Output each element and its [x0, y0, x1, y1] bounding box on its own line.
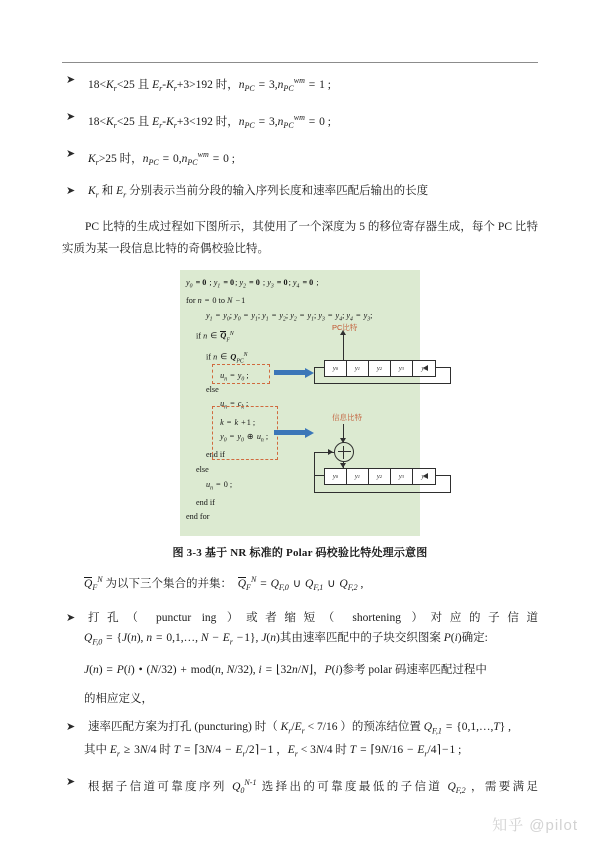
arrow-to-info-register — [274, 428, 314, 438]
list-item — [62, 719, 538, 739]
register-cell: y 2 — [369, 469, 391, 484]
register-cell: y 4 — [421, 472, 427, 480]
register-cell: y 3 — [391, 469, 413, 484]
bullet-5-formula-1: $Q_{F,0} = \{J(n)$, n = 0,1,…, $N - E_r -1$}, J(n)其由速率匹配中的子块交织图案 P(i)确定: — [84, 631, 488, 647]
header-rule — [62, 62, 538, 63]
bullet-5-formula-3: 的相应定义， — [84, 693, 153, 706]
xor-gate-icon — [334, 442, 354, 462]
bullet-arrow-icon: ➤ — [66, 148, 76, 161]
list-item — [62, 109, 538, 134]
list-item — [62, 146, 538, 171]
code-line: end if — [206, 450, 225, 460]
bullet-text-2: $18<K_r<25$ 且 $E_r-K_r+3<192$ 时，$n_{PC} = 3,n_{PC}^{wm} = 0$ ; — [88, 113, 331, 131]
bullet-6-formula: 其中 $E_r \ge 3N/4$ 时 T = ⌈3N/4 − $E_r/2⌉-1$ ，$E_r < 3N/4$ 时 T = ⌈9N/16 − $E_r/4⌉-1$ ; — [84, 744, 462, 759]
body-paragraph: PC 比特的生成过程如下图所示，其使用了一个深度为 5 的移位寄存器生成，每个 PC 比特实质为某一段信息比特的奇偶校验比特。 — [62, 220, 538, 255]
code-line: $y_1 = y_0$; $y_0 = y_1$; $y_1 = y_2$; $y_2 = y_1$; $y_3 = y_4$; $y_4 = y_3$; — [206, 310, 373, 323]
bullet-arrow-icon: ➤ — [66, 611, 76, 624]
bullet-arrow-icon: ➤ — [66, 721, 76, 734]
code-line: else — [206, 384, 219, 394]
register-cell: y 0 — [325, 469, 347, 484]
arrowhead-pc-feedback-icon — [423, 365, 428, 371]
register-cell: y 4 — [421, 364, 427, 372]
code-line: $u_n = 0$ ; — [206, 479, 233, 492]
code-line: if n ∈ $Q_{PC}^N$ — [206, 351, 248, 365]
wire-pc-fb-in — [314, 367, 325, 368]
wire-pc-out — [343, 334, 344, 360]
wire-pc-fb-down — [450, 367, 451, 383]
wire-pc-fb-bottom — [314, 383, 451, 384]
list-item — [62, 610, 538, 627]
register-cell: y 1 — [347, 361, 369, 376]
figure-caption: 图 3-3 基于 NR 标准的 Polar 码校验比特处理示意图 — [172, 546, 428, 559]
code-line: $u_n = y_0$ ; — [220, 370, 249, 383]
bullet-arrow-icon: ➤ — [66, 74, 76, 86]
wire-info-fb-bottom — [314, 492, 451, 493]
code-line: end if — [196, 497, 215, 507]
code-line: $y_0 = y_0$ ⊕ $u_n$ ; — [220, 432, 269, 444]
code-line: k = k +1 ; — [220, 417, 256, 427]
wire-pc-fb-up — [314, 367, 315, 383]
wire-info-fb-down — [450, 475, 451, 492]
arrowhead-pc-out-icon — [340, 330, 346, 335]
bullet-text-4: $K_r$ 和 $E_r$ 分别表示当前分段的输入序列长度和速率匹配后输出的长度 — [88, 185, 429, 200]
list-item — [62, 774, 538, 799]
highlight-box-info — [212, 406, 278, 460]
wire-info-fb-up — [314, 452, 315, 492]
bullet-text-3: $K_r>25$ 时，$n_{PC} = 0,n_{PC}^{wm} = 0$ ; — [88, 150, 235, 168]
wire-pc-fb-right — [435, 367, 451, 368]
shift-register-info — [324, 468, 436, 485]
shift-register-pc — [324, 360, 436, 377]
bullet-text-5: 打孔（ punctur ing ）或者缩短（ shortening ）对应的子信道 — [88, 611, 538, 624]
document-content — [62, 72, 538, 811]
figure-3-3 — [62, 270, 538, 538]
list-item — [62, 183, 538, 203]
register-cell: y 1 — [347, 469, 369, 484]
bullet-text-6: 速率匹配方案为打孔 (puncturing) 时（ $K_r/E_r < 7/16$ ）的预冻结位置 $Q_{F,1}$ = {0,1,…,T} , — [88, 721, 512, 736]
arrow-to-pc-register — [274, 368, 314, 378]
highlight-box-pc — [212, 364, 270, 384]
code-line: $y_0 = 0$ ; $y_1 = 0$; $y_2 = 0$ ; $y_3 = 0$; $y_4 = 0$ ; — [186, 277, 319, 290]
wire-info-fb-right — [435, 475, 451, 476]
info-bit-label: 信息比特 — [332, 412, 362, 422]
code-line: for n = 0 to N −1 — [186, 295, 246, 305]
bullet-text-7: 根据子信道可靠度序列 $Q_0^{N-1}$ 选择出的可靠度最低的子信道 $Q_{F,2}$ ，需要满足 — [88, 777, 539, 795]
pseudocode-block — [186, 276, 373, 525]
wire-info-fb-in — [314, 475, 325, 476]
pc-bit-label: PC比特 — [332, 322, 358, 332]
bullet-text-1: $18<K_r<25$ 且 $E_r-K_r+3>192$ 时，$n_{PC} = 3,n_{PC}^{wm} = 1$ ; — [88, 76, 331, 94]
bullet-arrow-icon: ➤ — [66, 185, 76, 198]
code-line: if n ∈ $Q_F^N$ — [196, 330, 234, 344]
code-line: end for — [186, 512, 210, 522]
arrowhead-info-feedback-icon — [423, 473, 428, 479]
formula-union: $Q_F^N$ 为以下三个集合的并集： $Q_F^N = Q_{F,0}$ ∪ $Q_{F,1}$ ∪ $Q_{F,2}$ , — [84, 574, 364, 592]
bullet-arrow-icon: ➤ — [66, 775, 76, 788]
code-line: $u_n = c_k$ ; — [220, 399, 249, 411]
register-cell: y 2 — [369, 361, 391, 376]
code-line: else — [196, 464, 209, 474]
arrowhead-xor-in-icon — [328, 449, 333, 455]
register-cell: y 3 — [391, 361, 413, 376]
bullet-arrow-icon: ➤ — [66, 111, 76, 124]
watermark: 知乎 @pilot — [492, 817, 578, 834]
bullet-5-formula-2: J(n) = P(i) • (N/32) + mod(n, N/32), i = ⌊32n/N⌋，P(i)参考 polar 码速率匹配过程中 — [84, 664, 487, 677]
register-cell: y 0 — [325, 361, 347, 376]
list-item — [62, 72, 538, 97]
